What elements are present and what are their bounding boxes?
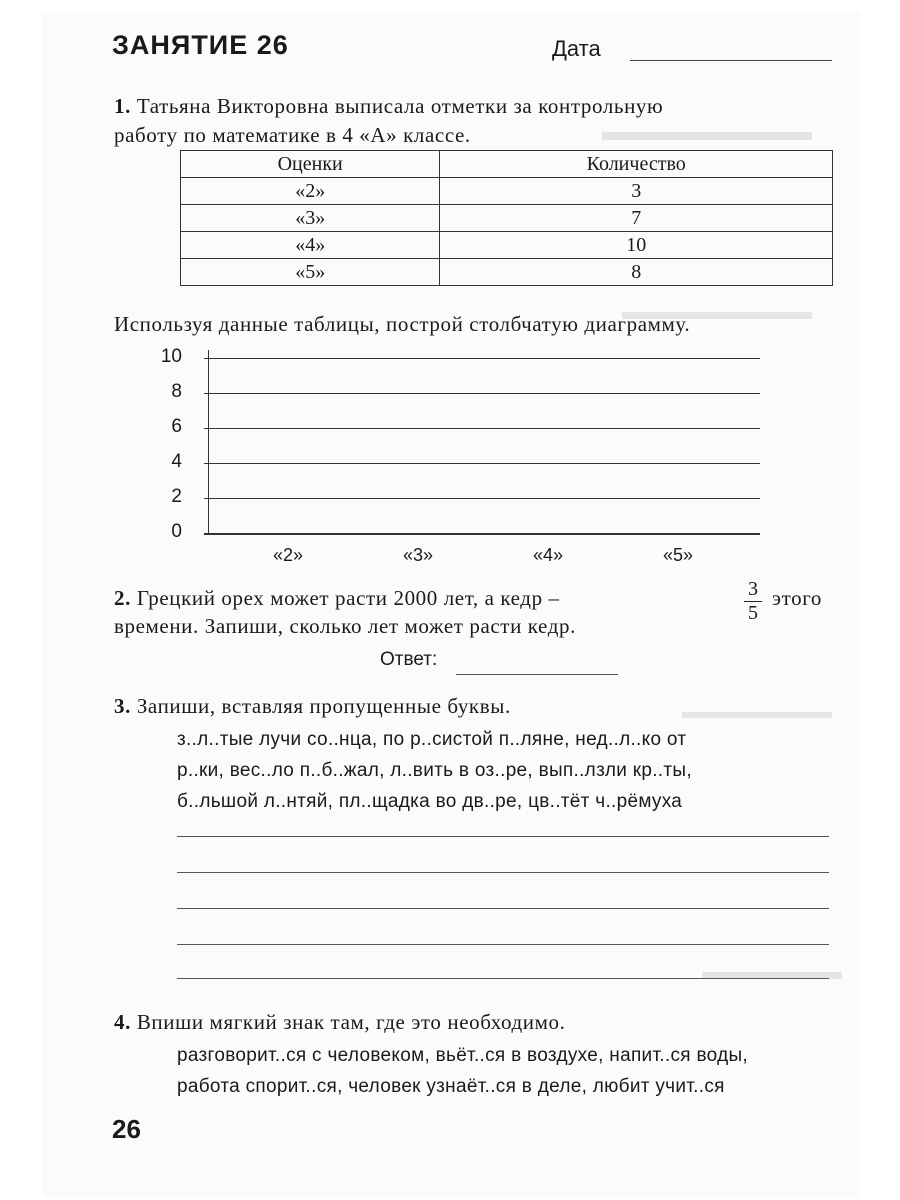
table-cell-grade: «5» <box>181 259 440 286</box>
writing-line[interactable] <box>177 978 829 979</box>
writing-line[interactable] <box>177 872 829 873</box>
writing-line[interactable] <box>177 836 829 837</box>
table-row <box>181 232 833 259</box>
task4-line1: разговорит..ся с человеком, вьёт..ся в воздухе, напит..ся воды, <box>177 1045 749 1066</box>
task1-number: 1. <box>114 94 131 118</box>
grid-line <box>204 358 760 359</box>
table-header-count: Количество <box>440 151 833 178</box>
table-cell-count: 7 <box>440 205 833 232</box>
y-tick-label: 4 <box>171 451 182 472</box>
x-category-label: «3» <box>402 545 434 565</box>
grid-line <box>204 428 760 429</box>
y-tick-label: 0 <box>171 521 182 542</box>
task2-text-after: этого <box>772 586 823 610</box>
answer-line[interactable] <box>456 674 618 675</box>
chart-grid[interactable] <box>142 342 782 567</box>
show-through-3 <box>682 712 832 718</box>
table-row <box>181 205 833 232</box>
table-cell-count: 8 <box>440 259 833 286</box>
table-header-grades: Оценки <box>181 151 440 178</box>
table-header-row <box>181 151 833 178</box>
task4-line2: работа спорит..ся, человек узнаёт..ся в деле, любит учит..ся <box>177 1076 725 1097</box>
date-line[interactable] <box>630 60 832 61</box>
table-cell-count: 3 <box>440 178 833 205</box>
task4-number: 4. <box>114 1010 131 1034</box>
x-category-label: «2» <box>272 545 304 565</box>
x-category-label: «5» <box>662 545 694 565</box>
answer-label: Ответ: <box>380 649 438 670</box>
writing-line[interactable] <box>177 944 829 945</box>
task3-line3: б..льшой л..нтяй, пл..щадка во дв..ре, цв..тёт ч..рёмуха <box>177 791 683 812</box>
task4-exercise <box>177 1040 842 1102</box>
task2-line2: времени. Запиши, сколько лет может расти кедр. <box>114 614 576 638</box>
table-cell-grade: «2» <box>181 178 440 205</box>
task1-line1: Татьяна Викторовна выписала отметки за контрольную <box>136 94 664 118</box>
x-axis-line <box>204 533 760 535</box>
grid-line <box>204 463 760 464</box>
grades-table <box>180 150 833 286</box>
task2-number: 2. <box>114 586 131 610</box>
page-number: 26 <box>112 1114 141 1144</box>
task2-line1 <box>114 584 560 613</box>
task3-number: 3. <box>114 694 131 718</box>
workbook-page <box>42 12 860 1198</box>
task4-instruction: Впиши мягкий знак там, где это необходимо. <box>136 1010 566 1034</box>
task3-exercise <box>177 724 837 817</box>
task1-instruction: Используя данные таблицы, построй столбчатую диаграмму. <box>114 312 691 336</box>
lesson-title: ЗАНЯТИЕ 26 <box>112 30 289 60</box>
task1-line2: работу по математике в 4 «А» классе. <box>114 123 471 147</box>
task3-line1: з..л..тые лучи со..нца, по р..систой п..ляне, нед..л..ко от <box>177 729 687 750</box>
writing-line[interactable] <box>177 908 829 909</box>
table-cell-grade: «3» <box>181 205 440 232</box>
y-tick-label: 6 <box>171 416 182 437</box>
table-cell-grade: «4» <box>181 232 440 259</box>
fraction-denominator: 5 <box>748 602 758 624</box>
task3-line2: р..ки, вес..ло п..б..жал, л..вить в оз..ре, вып..лзли кр..ты, <box>177 760 692 781</box>
task4-heading <box>114 1008 565 1037</box>
y-tick-label: 2 <box>171 486 182 507</box>
y-tick-label: 8 <box>171 381 182 402</box>
y-axis-line <box>208 350 209 535</box>
fraction-numerator: 3 <box>748 578 758 600</box>
grid-line <box>204 498 760 499</box>
task3-instruction: Запиши, вставляя пропущенные буквы. <box>136 694 511 718</box>
x-category-label: «4» <box>532 545 564 565</box>
grid-line <box>204 393 760 394</box>
task1-text <box>114 92 834 150</box>
table-row <box>181 178 833 205</box>
y-tick-label: 10 <box>160 346 182 367</box>
task2-text-before: Грецкий орех может расти 2000 лет, а кедр – <box>136 586 560 610</box>
table-cell-count: 10 <box>440 232 833 259</box>
task3-heading <box>114 692 511 721</box>
date-label: Дата <box>552 36 601 61</box>
table-row <box>181 259 833 286</box>
